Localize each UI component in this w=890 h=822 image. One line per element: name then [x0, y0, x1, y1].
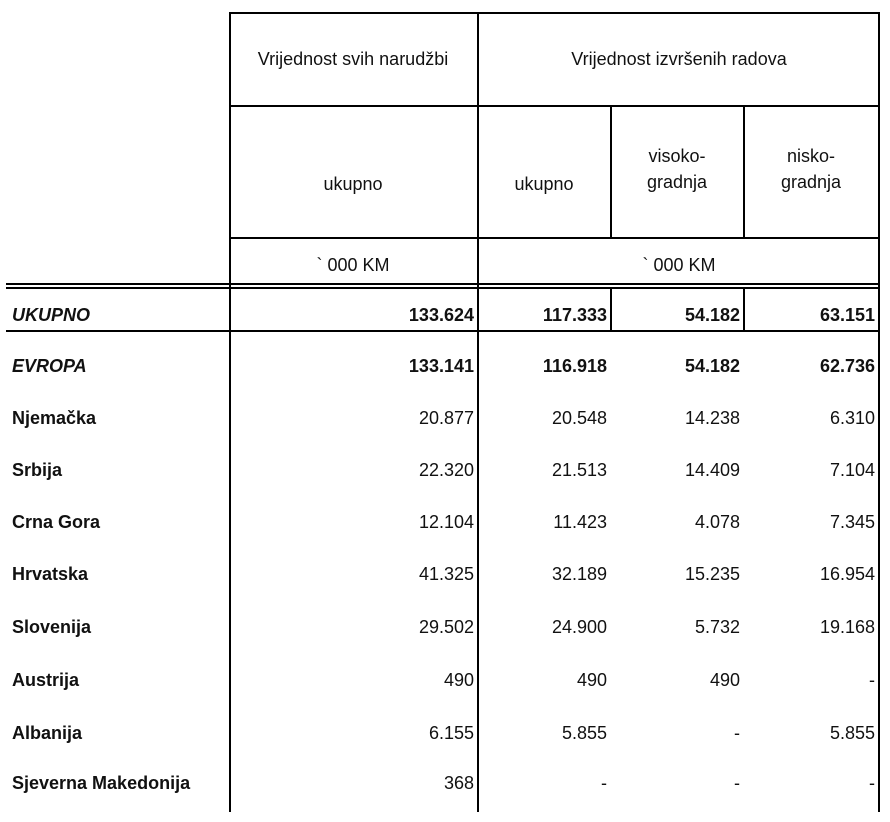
row-label-total: UKUPNO — [12, 305, 91, 325]
cell-austria-civil: - — [869, 670, 875, 690]
cell-germany-orders: 20.877 — [418, 408, 474, 428]
cell-slovenia-works: 24.900 — [551, 617, 607, 637]
cell-north-macedonia-works: - — [601, 773, 607, 793]
civil-header-line2: gradnja — [780, 172, 842, 192]
stub-column-border — [229, 12, 231, 812]
building-header-line1: visoko- — [648, 146, 706, 166]
cell-germany-building: 14.238 — [684, 408, 740, 428]
works-group-header: Vrijednost izvršenih radova — [571, 49, 787, 69]
cell-albania-works: 5.855 — [561, 723, 607, 743]
table-right-border — [878, 12, 880, 812]
cell-slovenia-civil: 19.168 — [819, 617, 875, 637]
cell-croatia-building: 15.235 — [684, 564, 740, 584]
row-label-germany: Njemačka — [12, 408, 97, 428]
building-header-line2: gradnja — [646, 172, 708, 192]
cell-europe-works: 116.918 — [542, 356, 607, 376]
cell-europe-building: 54.182 — [684, 356, 740, 376]
row-label-slovenia: Slovenija — [12, 617, 92, 637]
row-label-serbia: Srbija — [12, 460, 63, 480]
cell-austria-building: 490 — [709, 670, 740, 690]
row-label-europe: EVROPA — [12, 356, 87, 376]
cell-montenegro-orders: 12.104 — [418, 512, 474, 532]
cell-slovenia-orders: 29.502 — [418, 617, 474, 637]
units-bottom-border-bottom — [6, 287, 880, 289]
row-label-montenegro: Crna Gora — [12, 512, 101, 532]
cell-serbia-civil: 7.104 — [829, 460, 875, 480]
cell-croatia-orders: 41.325 — [418, 564, 474, 584]
row-label-croatia: Hrvatska — [12, 564, 89, 584]
group-header-divider — [229, 105, 880, 107]
cell-total-orders: 133.624 — [408, 305, 474, 325]
cell-serbia-works: 21.513 — [551, 460, 607, 480]
building-civil-border — [743, 105, 745, 239]
cell-north-macedonia-orders: 368 — [443, 773, 474, 793]
cell-croatia-civil: 16.954 — [819, 564, 875, 584]
cell-montenegro-building: 4.078 — [694, 512, 740, 532]
building-header — [647, 143, 707, 195]
cell-north-macedonia-civil: - — [869, 773, 875, 793]
cell-total-building: 54.182 — [684, 305, 740, 325]
row-label-albania: Albanija — [12, 723, 83, 743]
cell-montenegro-civil: 7.345 — [829, 512, 875, 532]
orders-unit-label: ` 000 KM — [316, 255, 390, 275]
cell-albania-orders: 6.155 — [428, 723, 474, 743]
cell-slovenia-building: 5.732 — [694, 617, 740, 637]
cell-europe-civil: 62.736 — [819, 356, 875, 376]
units-bottom-border-top — [6, 283, 880, 285]
subheader-divider — [229, 237, 880, 239]
cell-serbia-building: 14.409 — [684, 460, 740, 480]
building-civil-border-total — [743, 287, 745, 332]
cell-albania-civil: 5.855 — [829, 723, 875, 743]
cell-germany-works: 20.548 — [551, 408, 607, 428]
row-label-north-macedonia: Sjeverna Makedonija — [12, 773, 191, 793]
civil-header — [781, 143, 841, 195]
works-building-border-total — [610, 287, 612, 332]
cell-serbia-orders: 22.320 — [418, 460, 474, 480]
cell-europe-orders: 133.141 — [408, 356, 474, 376]
total-row-divider — [6, 330, 880, 332]
works-building-border — [610, 105, 612, 239]
cell-croatia-works: 32.189 — [551, 564, 607, 584]
cell-north-macedonia-building: - — [734, 773, 740, 793]
orders-works-border — [477, 12, 479, 812]
cell-montenegro-works: 11.423 — [553, 512, 607, 532]
orders-group-header: Vrijednost svih narudžbi — [257, 49, 449, 69]
table-top-border — [229, 12, 880, 14]
cell-austria-orders: 490 — [443, 670, 474, 690]
works-total-header: ukupno — [514, 174, 574, 194]
cell-austria-works: 490 — [576, 670, 607, 690]
cell-total-civil: 63.151 — [819, 305, 875, 325]
orders-total-header: ukupno — [323, 174, 383, 194]
cell-total-works: 117.333 — [542, 305, 607, 325]
cell-albania-building: - — [734, 723, 740, 743]
row-label-austria: Austrija — [12, 670, 80, 690]
civil-header-line1: nisko- — [786, 146, 836, 166]
works-unit-label: ` 000 KM — [642, 255, 716, 275]
cell-germany-civil: 6.310 — [829, 408, 875, 428]
